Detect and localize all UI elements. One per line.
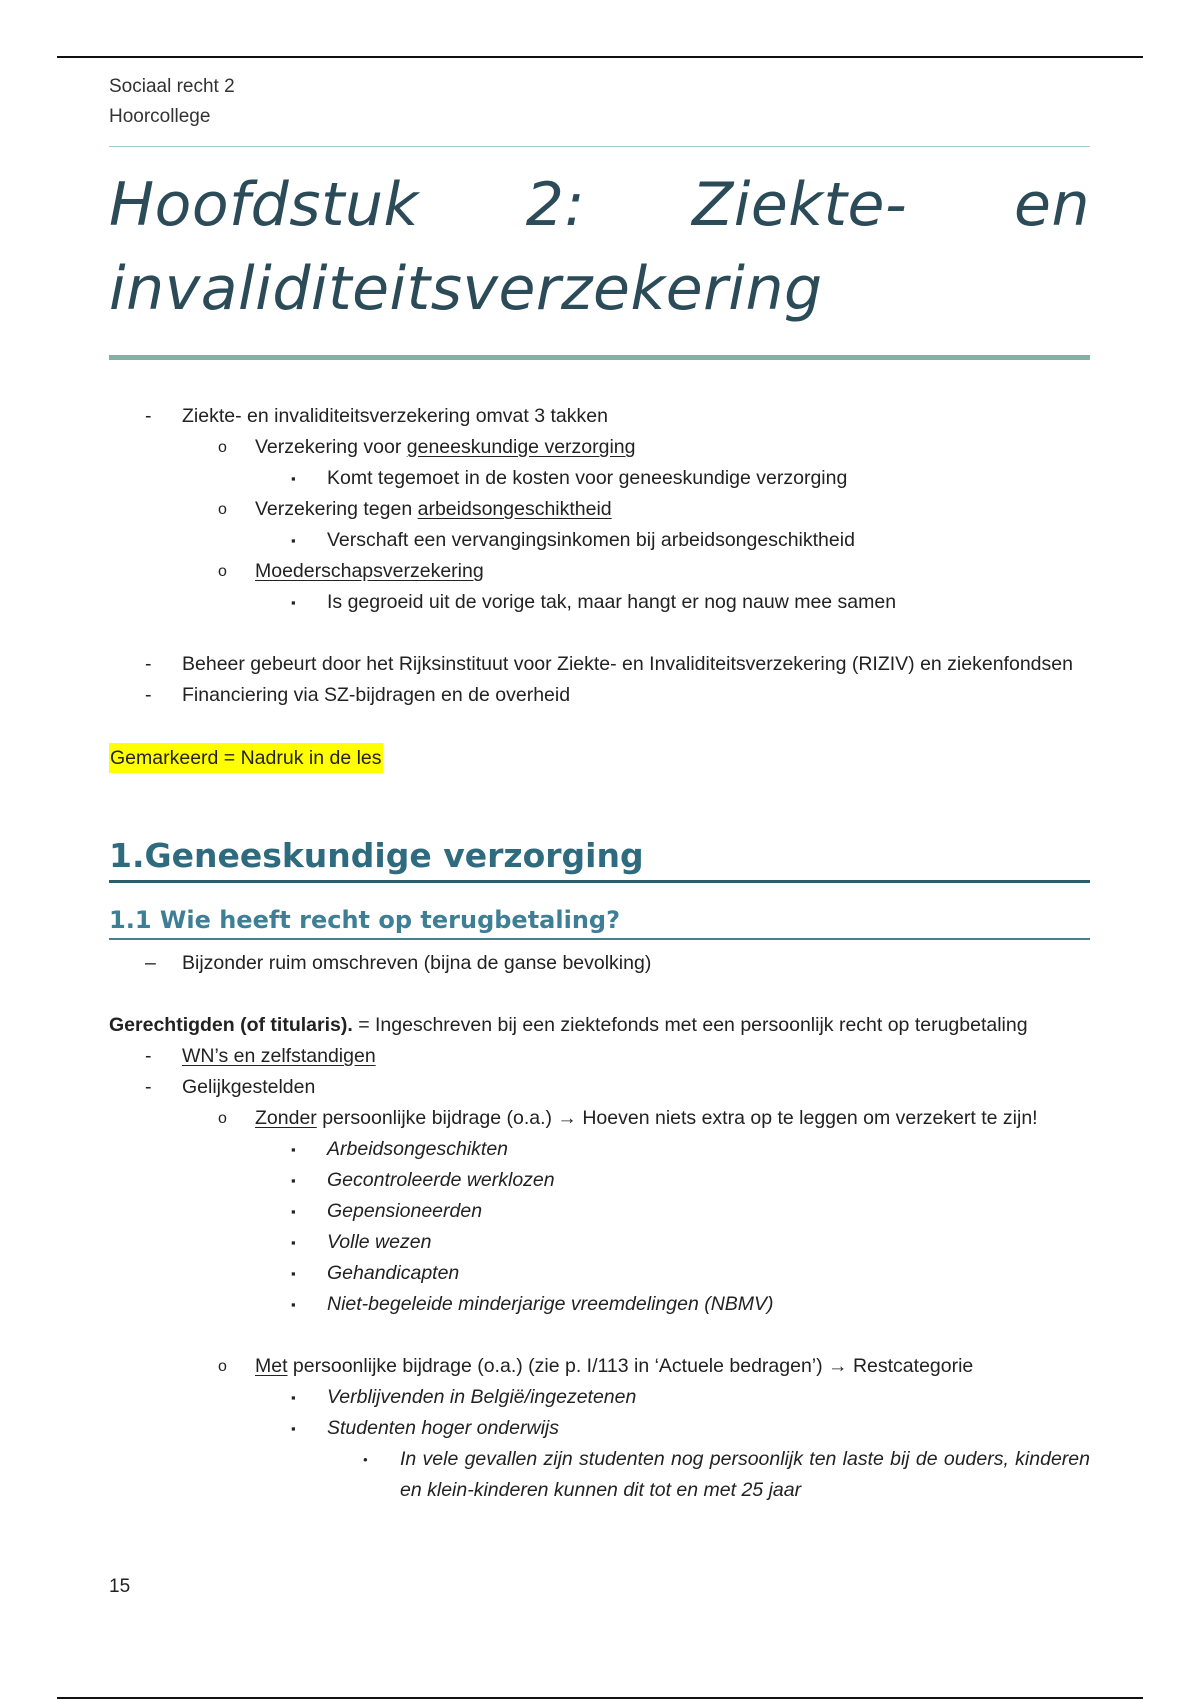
section-1 — [109, 834, 1090, 883]
intro-item-financing: Financiering via SZ-bijdragen en de overheid — [182, 684, 571, 706]
category-item: Gepensioneerden — [327, 1200, 483, 1222]
page-number: 15 — [109, 1576, 131, 1597]
list-item — [109, 1103, 1090, 1134]
branch-term: arbeidsongeschiktheid — [417, 498, 612, 520]
circle-bullet: o — [218, 1358, 227, 1375]
list-item — [109, 401, 1090, 432]
course-name: Sociaal recht 2 — [109, 76, 235, 97]
with-contribution-term: Met — [255, 1355, 288, 1377]
chapter-title: Hoofdstuk 2: Ziekte- en invaliditeitsverzekering — [109, 170, 1090, 324]
category-item: Gehandicapten — [327, 1262, 460, 1284]
title-underline — [109, 355, 1090, 360]
without-contribution-text: persoonlijke bijdrage (o.a.) → Hoeven niets extra op te leggen om verzekert te zijn! — [316, 1107, 1038, 1129]
branch-prefix: Verzekering voor — [255, 436, 407, 458]
branch-term: Moederschapsverzekering — [255, 560, 484, 582]
section-heading-rule — [109, 880, 1090, 883]
category-item: Volle wezen — [327, 1231, 432, 1253]
list-item — [109, 1289, 1090, 1320]
square-bullet: ▪ — [291, 533, 296, 548]
bottom-border-line — [57, 1697, 1143, 1699]
list-item — [109, 1134, 1090, 1165]
top-border-line — [57, 56, 1143, 58]
square-bullet: ▪ — [291, 1173, 296, 1188]
circle-bullet: o — [218, 563, 227, 580]
document-page — [109, 72, 1090, 1506]
square-bullet: ▪ — [291, 1421, 296, 1436]
legend-row — [109, 743, 1090, 773]
list-item — [109, 1165, 1090, 1196]
intro-item-branches: Ziekte- en invaliditeitsverzekering omvat 3 takken — [182, 405, 608, 427]
header-divider — [109, 146, 1090, 147]
list-item — [109, 587, 1090, 618]
highlight-legend: Gemarkeerd = Nadruk in de les — [109, 743, 383, 773]
intro-item-management: Beheer gebeurt door het Rijksinstituut voor Ziekte- en Invaliditeitsverzekering (RIZIV) en ziekenfondsen — [182, 653, 1073, 675]
list-item — [109, 1382, 1090, 1413]
list-item — [109, 1041, 1090, 1072]
endash-bullet: – — [145, 952, 156, 974]
square-bullet: ▪ — [291, 595, 296, 610]
branch-note: Verschaft een vervangingsinkomen bij arbeidsongeschiktheid — [327, 529, 855, 551]
equated-persons: Gelijkgestelden — [182, 1076, 316, 1098]
definition-text: = Ingeschreven bij een ziektefonds met een persoonlijk recht op terugbetaling — [352, 1014, 1028, 1036]
square-bullet: ▪ — [291, 1390, 296, 1405]
document-type: Hoorcollege — [109, 106, 211, 127]
entitled-list — [109, 1041, 1090, 1506]
dot-bullet: • — [363, 1452, 368, 1467]
students-note: In vele gevallen zijn studenten nog persoonlijk ten laste bij de ouders, kinderen en klein-kinderen kunnen dit tot en met 25 jaar — [400, 1448, 1090, 1501]
dash-bullet: - — [145, 1045, 152, 1067]
circle-bullet: o — [218, 1110, 227, 1127]
list-item — [109, 1351, 1090, 1382]
circle-bullet: o — [218, 439, 227, 456]
list-item — [109, 948, 1090, 979]
square-bullet: ▪ — [291, 1142, 296, 1157]
square-bullet: ▪ — [291, 1297, 296, 1312]
page-header — [109, 72, 1090, 147]
definition-term: Gerechtigden (of titularis). — [109, 1014, 353, 1036]
category-item: Studenten hoger onderwijs — [327, 1417, 559, 1439]
subsection-heading-rule — [109, 938, 1090, 940]
square-bullet: ▪ — [291, 1204, 296, 1219]
list-item — [109, 556, 1090, 587]
category-item: Verblijvenden in België/ingezetenen — [327, 1386, 637, 1408]
list-item — [109, 525, 1090, 556]
list-item — [109, 1444, 1090, 1506]
section-1-1 — [109, 903, 1090, 940]
branch-term: geneeskundige verzorging — [406, 436, 636, 458]
dash-bullet: - — [145, 653, 152, 675]
with-contribution-text: persoonlijke bijdrage (o.a.) (zie p. I/113 in ‘Actuele bedragen’) → Restcategorie — [287, 1355, 974, 1377]
dash-bullet: - — [145, 684, 152, 706]
square-bullet: ▪ — [291, 1235, 296, 1250]
list-item — [109, 680, 1090, 711]
list-item — [109, 463, 1090, 494]
category-item: Gecontroleerde werklozen — [327, 1169, 555, 1191]
square-bullet: ▪ — [291, 1266, 296, 1281]
employees-and-self-employed: WN’s en zelfstandigen — [182, 1045, 376, 1067]
branch-note: Komt tegemoet in de kosten voor geneeskundige verzorging — [327, 467, 848, 489]
list-item — [109, 1413, 1090, 1444]
list-item — [109, 494, 1090, 525]
intro-list — [109, 401, 1090, 711]
definition-paragraph — [109, 1010, 1090, 1041]
dash-bullet: - — [145, 1076, 152, 1098]
section-heading: 1.Geneeskundige verzorging — [109, 836, 644, 875]
list-item — [109, 432, 1090, 463]
without-contribution-term: Zonder — [255, 1107, 317, 1129]
subsection-heading: 1.1 Wie heeft recht op terugbetaling? — [109, 906, 621, 934]
list-item — [109, 1196, 1090, 1227]
list-item — [109, 1258, 1090, 1289]
category-item: Arbeidsongeschikten — [327, 1138, 509, 1160]
list-item — [109, 1072, 1090, 1103]
branch-prefix: Verzekering tegen — [255, 498, 418, 520]
circle-bullet: o — [218, 501, 227, 518]
list-item — [109, 1227, 1090, 1258]
branch-note: Is gegroeid uit de vorige tak, maar hangt er nog nauw mee samen — [327, 591, 897, 613]
square-bullet: ▪ — [291, 471, 296, 486]
category-item: Niet-begeleide minderjarige vreemdelingen (NBMV) — [327, 1293, 774, 1315]
dash-bullet: - — [145, 405, 152, 427]
list-item — [109, 649, 1090, 680]
eligibility-list — [109, 948, 1090, 979]
scope-note: Bijzonder ruim omschreven (bijna de ganse bevolking) — [182, 952, 652, 974]
